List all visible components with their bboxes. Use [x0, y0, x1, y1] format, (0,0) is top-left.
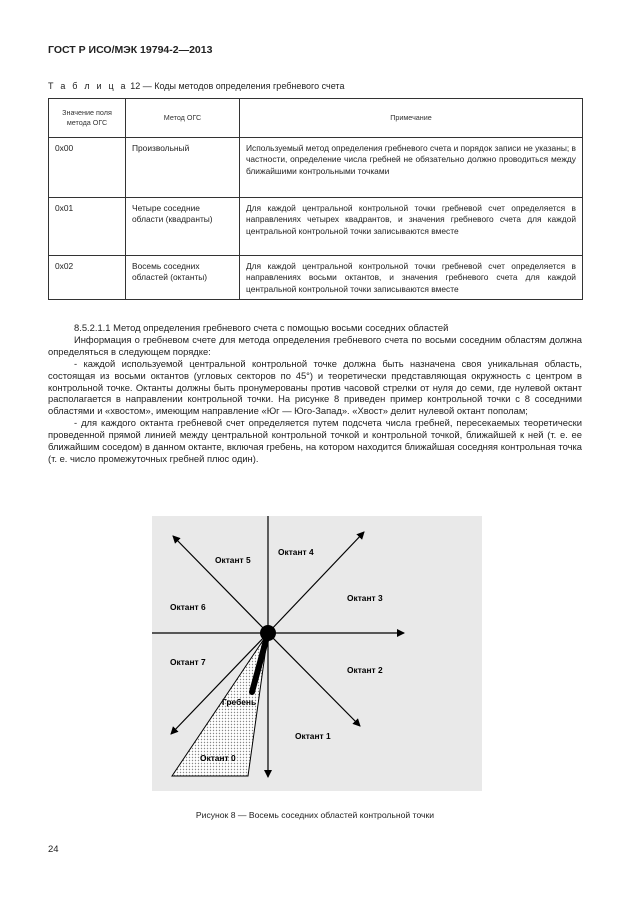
paragraph: - каждой используемой центральной контрольной точке должна быть назначена своя уникальная область, состоящая из восьми октантов (угловых секторов по 45°) и теоретически представляющая окружность с центром в контрольной точке. Октанты должны быть пронумерованы против часовой стрелки от нуля до семи, где нулевой октант располагается в направлении контрольной точки. На рисунке 8 приведен пример контрольной точки с 8 соседними областями и «хвостом», имеющим направление «Юг — Юго-Запад». «Хвост» делит нулевой октант пополам; — [48, 357, 582, 417]
table-caption — [48, 81, 344, 91]
cell-value: 0x02 — [49, 256, 126, 300]
ogs-methods-table — [48, 98, 583, 300]
octant-7-label: Октант 7 — [170, 657, 206, 667]
cell-value: 0x01 — [49, 198, 126, 256]
column-header-value: Значение поля метода ОГС — [49, 99, 126, 138]
cell-method: Произвольный — [126, 138, 240, 198]
cell-note: Для каждой центральной контрольной точки гребневой счет определяется в направлениях восьми октантов, и значения гребневого счета для каждой центральной контрольной точки записываются вместе — [240, 256, 583, 300]
control-point — [260, 625, 276, 641]
body-text — [48, 322, 582, 465]
column-header-method: Метод ОГС — [126, 99, 240, 138]
diagonal-se-arrow — [268, 633, 360, 726]
octant-1-label: Октант 1 — [295, 731, 331, 741]
table-row — [49, 198, 583, 256]
ridge-label: Гребень — [222, 697, 257, 707]
table-caption-label: Т а б л и ц а — [48, 81, 128, 91]
octant-figure — [152, 516, 482, 791]
paragraph: - для каждого октанта гребневой счет определяется путем подсчета числа гребней, пересекаемых теоретически проведенной прямой линией между центральной контрольной точкой и контрольной точкой, ближайшей к ней (т. е. ее ближайшим соседом) в данном октанте, включая гребень, на котором находится ближайшая соседняя контрольная точка (т. е. число промежуточных гребней плюс один). — [48, 417, 582, 464]
cell-note: Используемый метод определения гребневого счета и порядок записи не указаны; в частности, определение числа гребней не обязательно должно проводиться между ближайшими контрольными точками — [240, 138, 583, 198]
octant-4-label: Октант 4 — [278, 547, 314, 557]
section-heading: 8.5.2.1.1 Метод определения гребневого счета с помощью восьми соседних областей — [74, 322, 449, 333]
paragraph: Информация о гребневом счете для метода определения гребневого счета по восьми соседним областям должна определяться в следующем порядке: — [48, 333, 582, 357]
table-header-row — [49, 99, 583, 138]
figure-caption: Рисунок 8 — Восемь соседних областей контрольной точки — [195, 810, 435, 820]
table-caption-text: 12 — Коды методов определения гребневого счета — [127, 81, 345, 91]
column-header-note: Примечание — [240, 99, 583, 138]
cell-value: 0x00 — [49, 138, 126, 198]
cell-method: Четыре соседние области (квадранты) — [126, 198, 240, 256]
table-row — [49, 256, 583, 300]
diagonal-nw-arrow — [173, 536, 268, 633]
octant-6-label: Октант 6 — [170, 602, 206, 612]
cell-method: Восемь соседних областей (октанты) — [126, 256, 240, 300]
octant-5-label: Октант 5 — [215, 555, 251, 565]
octant-0-label: Октант 0 — [200, 753, 236, 763]
document-header: ГОСТ Р ИСО/МЭК 19794-2—2013 — [48, 44, 213, 56]
octant-2-label: Октант 2 — [347, 665, 383, 675]
octant-diagram — [152, 516, 482, 791]
cell-note: Для каждой центральной контрольной точки гребневой счет определяется в направлениях четырех квадрантов, и значения гребневого счета для каждой центральной контрольной точки записываются вместе — [240, 198, 583, 256]
table-row — [49, 138, 583, 198]
page-number: 24 — [48, 844, 59, 855]
octant-3-label: Октант 3 — [347, 593, 383, 603]
